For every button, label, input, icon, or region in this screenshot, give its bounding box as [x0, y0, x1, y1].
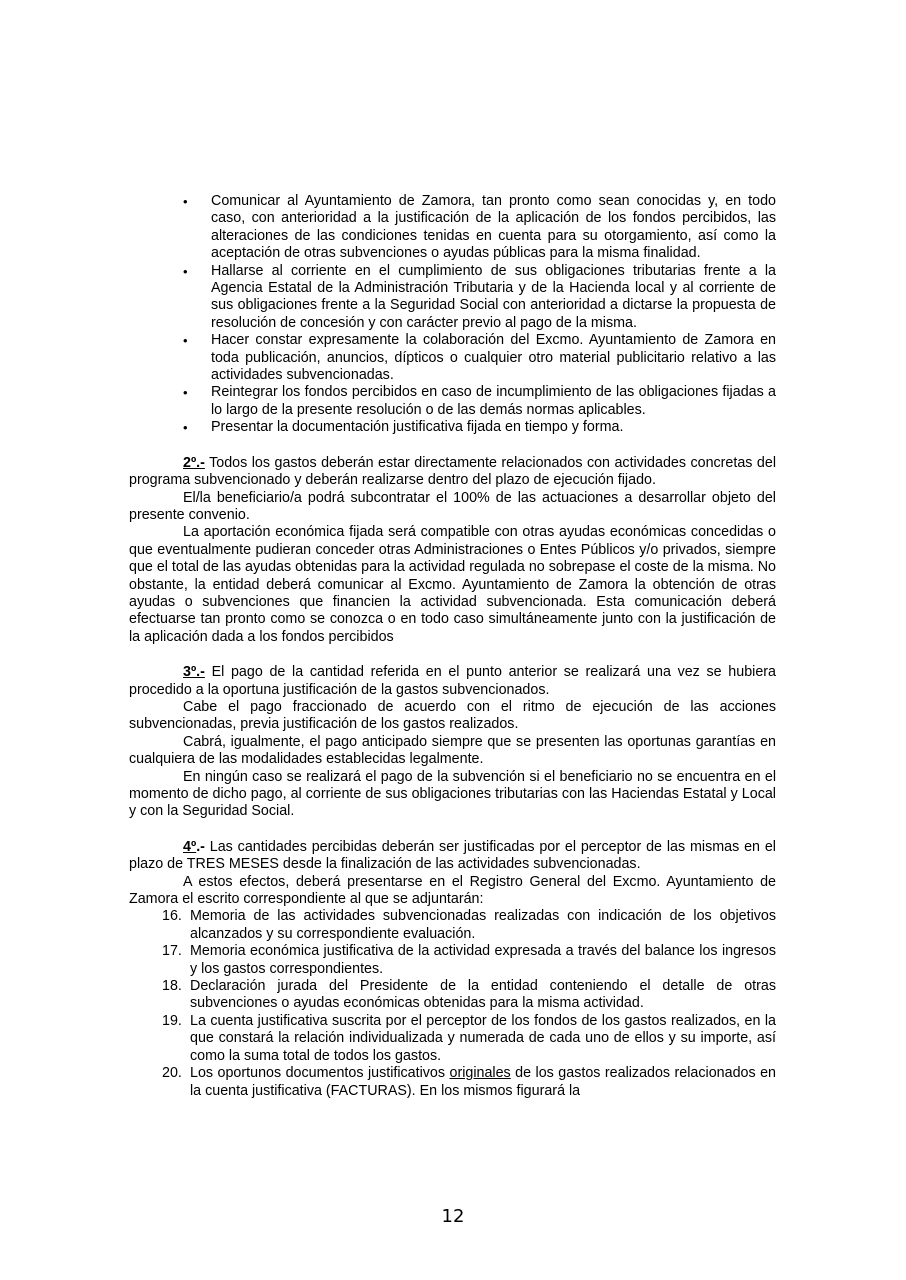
item-number: 17.	[162, 943, 182, 960]
section-number: 2º.-	[183, 454, 205, 471]
obligations-list	[129, 193, 776, 437]
bullet-icon: •	[183, 194, 188, 209]
section-4-paragraph: 4º.- Las cantidades percibidas deberán ser justificadas por el perceptor de las mismas en el plazo de TRES MESES desde la finalización de las actividades subvencionadas.	[129, 838, 776, 873]
list-item: 18. Declaración jurada del Presidente de la entidad conteniendo el detalle de otras subvenciones o ayudas económicas obtenidas para la misma actividad.	[162, 978, 776, 1012]
list-item: • Comunicar al Ayuntamiento de Zamora, tan pronto como sean conocidas y, en todo caso, con anterioridad a la justificación de la aplicación de los fondos percibidos, las alteraciones de las condiciones tenidas en cuenta para su otorgamiento, así como la aceptación de otras subvenciones o ayudas públicas para la misma finalidad.	[183, 193, 776, 262]
item-number: 19.	[162, 1012, 182, 1029]
paragraph: En ningún caso se realizará el pago de la subvención si el beneficiario no se encuentra en el momento de dicho pago, al corriente de sus obligaciones tributarias con las Haciendas Estatal y Local y con la Seguridad Social.	[129, 768, 776, 820]
list-item: • Reintegrar los fondos percibidos en caso de incumplimiento de las obligaciones fijadas a lo largo de la presente resolución o de las demás normas aplicables.	[183, 384, 776, 418]
paragraph: La aportación económica fijada será compatible con otras ayudas económicas concedidas o que eventualmente pudieran conceder otras Administraciones o Entes Públicos y/o privados, siempre que el total de las ayudas obtenidas para la actividad regulada no sobrepase el coste de la misma. No obstante, la entidad deberá comunicar al Excmo. Ayuntamiento de Zamora la obtención de otras ayudas o subvenciones que financien la actividad subvencionada. Esta comunicación deberá efectuarse tan pronto como se conozca o en todo caso simultáneamente junto con la justificación de la aplicación dada a los fondos percibidos	[129, 524, 776, 645]
spacer	[129, 821, 776, 839]
documents-list	[129, 908, 776, 1099]
paragraph: Cabrá, igualmente, el pago anticipado siempre que se presenten las oportunas garantías en cualquiera de las modalidades establecidas legalmente.	[129, 733, 776, 768]
section-3-paragraph: 3º.- El pago de la cantidad referida en el punto anterior se realizará una vez se hubiera procedido a la oportuna justificación de la gastos subvencionados.	[129, 664, 776, 698]
paragraph: A estos efectos, deberá presentarse en el Registro General del Excmo. Ayuntamiento de Zamora el escrito correspondiente al que se adjuntarán:	[129, 873, 776, 908]
list-item: 16. Memoria de las actividades subvencionadas realizadas con indicación de los objetivos alcanzados y su correspondiente evaluación.	[162, 908, 776, 942]
section-number: 3º.-	[183, 664, 205, 681]
list-item: • Hallarse al corriente en el cumplimiento de sus obligaciones tributarias frente a la Agencia Estatal de la Administración Tributaria y de la Hacienda local y al corriente de sus obligaciones frente a la Seguridad Social con anterioridad a dictarse la propuesta de resolución de concesión y con carácter previo al pago de la misma.	[183, 262, 776, 331]
paragraph: El/la beneficiario/a podrá subcontratar el 100% de las actuaciones a desarrollar objeto del presente convenio.	[129, 489, 776, 523]
underlined-word: originales	[449, 1065, 511, 1082]
item-number: 18.	[162, 978, 182, 995]
bullet-icon: •	[183, 333, 188, 349]
paragraph: Cabe el pago fraccionado de acuerdo con el ritmo de ejecución de las acciones subvencionadas, previa justificación de los gastos realizados.	[129, 698, 776, 733]
spacer	[129, 646, 776, 664]
bullet-icon: •	[183, 263, 188, 279]
section-2-paragraph: 2º.- Todos los gastos deberán estar directamente relacionados con actividades concretas del programa subvencionado y deberán realizarse dentro del plazo de ejecución fijado.	[129, 454, 776, 489]
spacer	[129, 437, 776, 455]
item-number: 16.	[162, 908, 182, 925]
item-number: 20.	[162, 1065, 182, 1082]
list-item: 19. La cuenta justificativa suscrita por el perceptor de los fondos de los gastos realizados, en la que constará la relación individualizada y numerada de cada uno de ellos y su importe, así como la suma total de todos los gastos.	[162, 1012, 776, 1064]
list-item: 17. Memoria económica justificativa de la actividad expresada a través del balance los ingresos y los gastos correspondientes.	[162, 943, 776, 977]
list-item: 20. Los oportunos documentos justificativos originales de los gastos realizados relacionados en la cuenta justificativa (FACTURAS). En los mismos figurará la	[162, 1065, 776, 1099]
section-number: 4º	[183, 838, 197, 855]
list-item: • Presentar la documentación justificativa fijada en tiempo y forma.	[183, 419, 624, 436]
page-body	[129, 193, 776, 1100]
bullet-icon: •	[183, 420, 188, 436]
page-number: 12	[441, 1206, 465, 1227]
bullet-icon: •	[183, 385, 188, 401]
list-item: • Hacer constar expresamente la colaboración del Excmo. Ayuntamiento de Zamora en toda publicación, anuncios, dípticos o cualquier otro material publicitario relativo a las actividades subvencionadas.	[183, 332, 776, 384]
